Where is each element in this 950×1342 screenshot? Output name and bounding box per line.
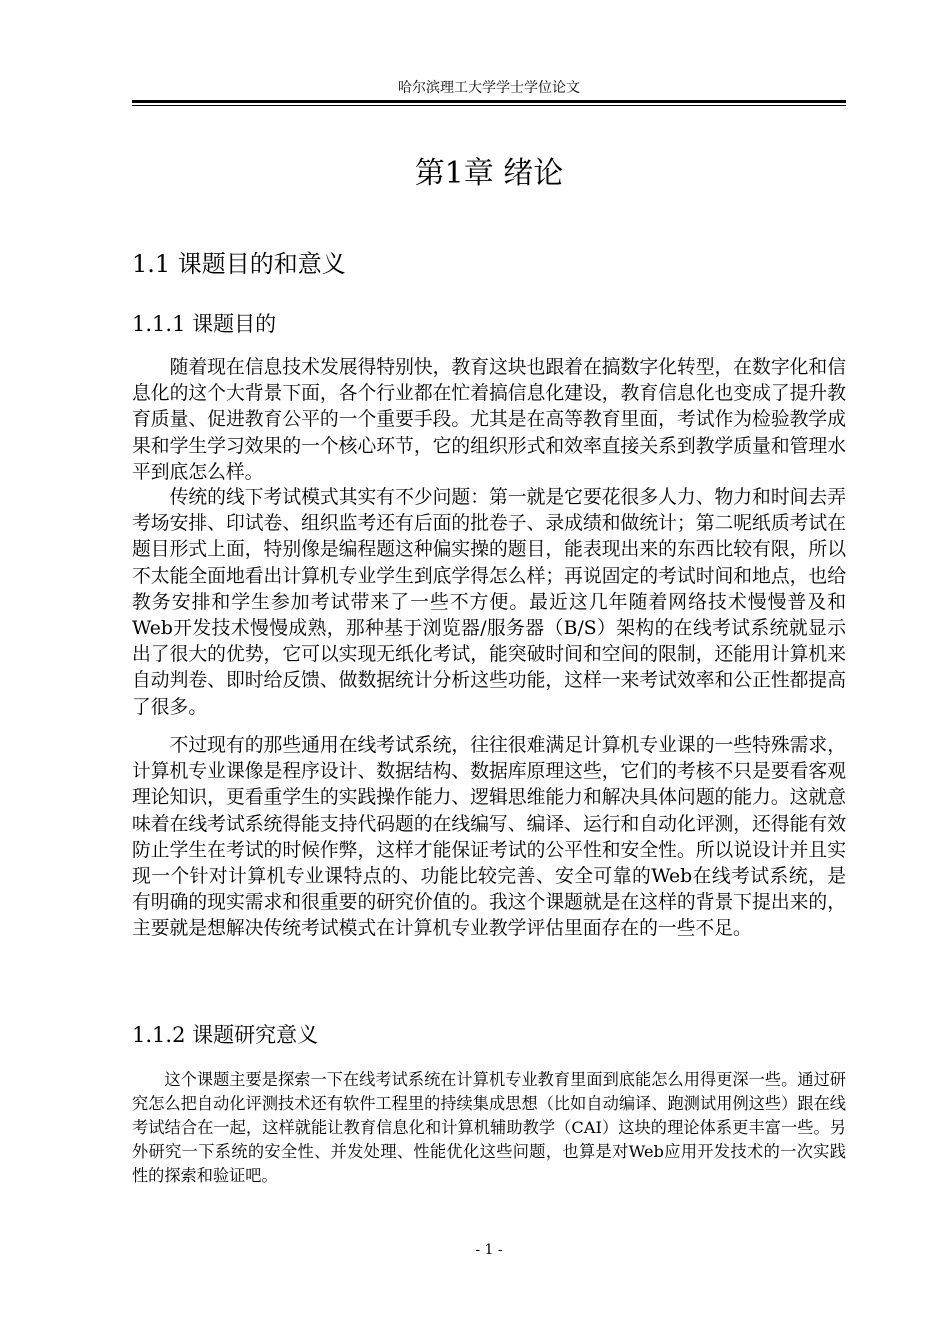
subsection-title-significance: 1.1.2 课题研究意义 [132, 1023, 319, 1047]
body-paragraph-1: 随着现在信息技术发展得特别快，教育这块也跟着在搞数字化转型，在数字化和信息化的这个大背景下面，各个行业都在忙着搞信息化建设，教育信息化也变成了提升教育质量、促进教育公平的一个重要手段。尤其是在高等教育里面，考试作为检验教学成果和学生学习效果的一个核心环节，它的组织形式和效率直接关系到教学质量和管理水平到底怎么样。 [132, 357, 846, 483]
section-title: 1.1 课题目的和意义 [132, 250, 346, 278]
body-paragraph-3: 不过现有的那些通用在线考试系统，往往很难满足计算机专业课的一些特殊需求，计算机专业课像是程序设计、数据结构、数据库原理这些，它们的考核不只是要看客观理论知识，更看重学生的实践操作能力、逻辑思维能力和解决具体问题的能力。这就意味着在线考试系统得能支持代码题的在线编写、编译、运行和自动化评测，还得能有效防止学生在考试的时候作弊，这样才能保证考试的公平性和安全性。所以说设计并且实现一个针对计算机专业课特点的、功能比较完善、安全可靠的Web在线考试系统，是有明确的现实需求和很重要的研究价值的。我这个课题就是在这样的背景下提出来的，主要就是想解决传统考试模式在计算机专业教学评估里面存在的一些不足。 [132, 735, 846, 940]
chapter-title: 第1章 绪论 [414, 156, 564, 191]
body-paragraph-2: 传统的线下考试模式其实有不少问题：第一就是它要花很多人力、物力和时间去弄考场安排、印试卷、组织监考还有后面的批卷子、录成绩和做统计；第二呢纸质考试在题目形式上面，特别像是编程题这种偏实操的题目，能表现出来的东西比较有限，所以不太能全面地看出计算机专业学生到底学得怎么样；再说固定的考试时间和地点，也给教务安排和学生参加考试带来了一些不方便。最近这几年随着网络技术慢慢普及和Web开发技术慢慢成熟，那种基于浏览器/服务器（B/S）架构的在线考试系统就显示出了很大的优势，它可以实现无纸化考试，能突破时间和空间的限制，还能用计算机来自动判卷、即时给反馈、做数据统计分析这些功能，这样一来考试效率和公正性都提高了很多。 [132, 487, 846, 718]
header-rule [132, 100, 846, 106]
subsection-title-purpose: 1.1.1 课题目的 [132, 312, 277, 336]
running-header: 哈尔滨理工大学学士学位论文 [398, 80, 580, 96]
body-paragraph-4: 这个课题主要是探索一下在线考试系统在计算机专业教育里面到底能怎么用得更深一些。通过研究怎么把自动化评测技术还有软件工程里的持续集成思想（比如自动编译、跑测试用例这些）跟在线考试结合在一起，这样就能让教育信息化和计算机辅助教学（CAI）这块的理论体系更丰富一些。另外研究一下系统的安全性、并发处理、性能优化这些问题，也算是对Web应用开发技术的一次实践性的探索和验证吧。 [132, 1070, 846, 1185]
page-number: - 1 - [475, 1242, 503, 1258]
